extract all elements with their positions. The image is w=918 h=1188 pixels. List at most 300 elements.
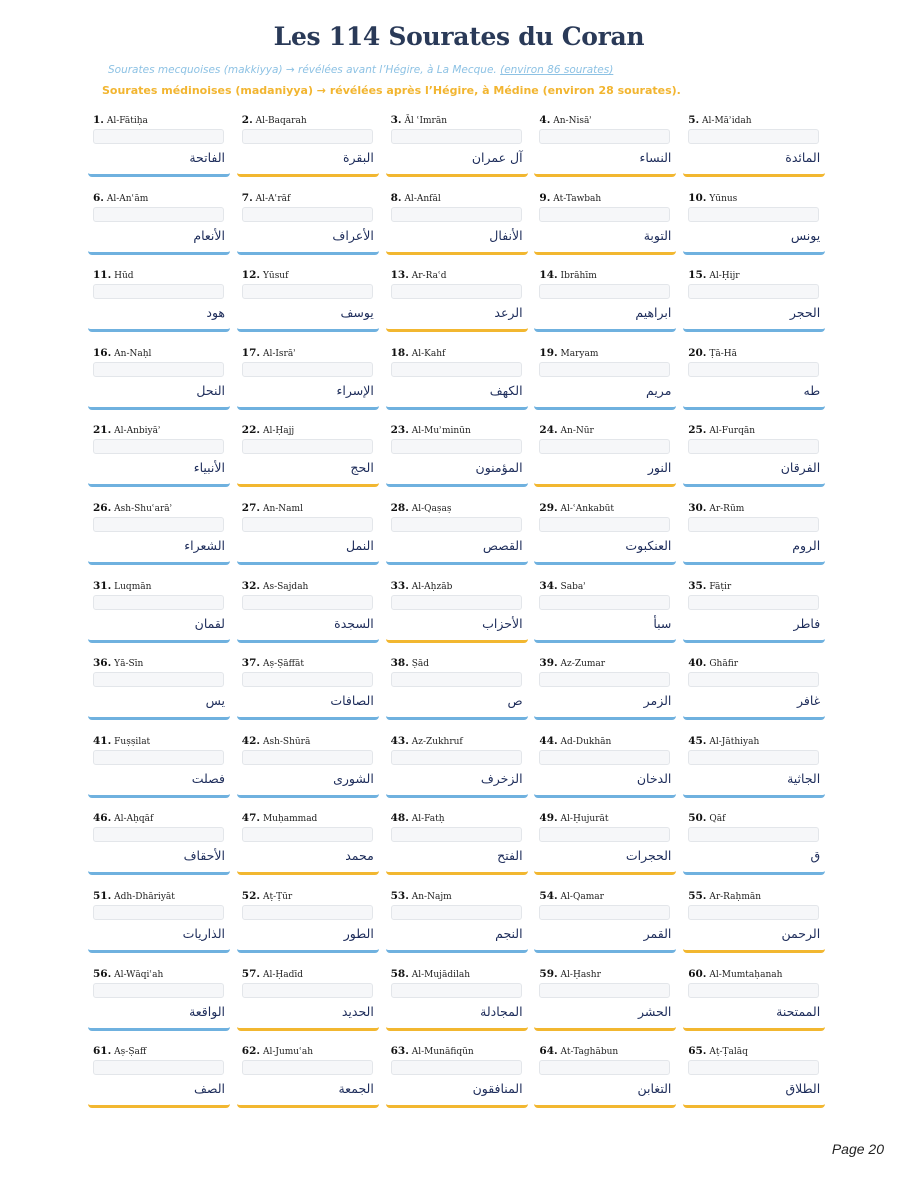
surah-card [88, 576, 230, 643]
surah-arabic-name: الحشر [637, 1003, 672, 1019]
surah-arabic-name: فاطر [793, 615, 821, 631]
answer-field[interactable] [391, 983, 522, 998]
answer-field[interactable] [242, 595, 373, 610]
surah-transliteration: Ṣād [411, 659, 430, 670]
surah-number: 63. [390, 1045, 409, 1058]
surah-card [683, 886, 825, 953]
answer-field[interactable] [93, 439, 224, 454]
surah-number: 45. [688, 734, 707, 747]
surah-arabic-name: الأحقاف [183, 848, 225, 864]
surah-arabic-name: الحديد [341, 1003, 374, 1019]
surah-number: 54. [539, 890, 558, 902]
surah-transliteration: An-Naḥl [114, 348, 152, 359]
answer-field[interactable] [242, 207, 373, 222]
surah-arabic-name: الصافات [330, 693, 374, 709]
surah-card [386, 343, 528, 410]
surah-transliteration: Al-Kahf [411, 348, 446, 359]
answer-field[interactable] [688, 362, 819, 377]
surah-transliteration: Al-Fātiḥa [106, 116, 148, 126]
answer-field[interactable] [93, 983, 224, 998]
surah-transliteration: At-Tawbah [553, 193, 602, 204]
answer-field[interactable] [539, 672, 670, 687]
surah-arabic-name: مريم [646, 382, 672, 398]
surah-card [534, 653, 676, 720]
surah-arabic-name: الأنعام [193, 227, 225, 243]
surah-transliteration: Al-Munāfiqūn [411, 1047, 474, 1058]
surah-transliteration: Luqmān [114, 581, 152, 592]
surah-transliteration: Al-Anfāl [404, 193, 441, 204]
answer-field[interactable] [93, 362, 224, 377]
surah-transliteration: Ash-Shūrā [262, 736, 311, 747]
answer-field[interactable] [242, 1060, 373, 1075]
surah-name [391, 347, 446, 359]
surah-name [391, 502, 452, 514]
surah-number: 37. [241, 657, 261, 670]
surah-card [683, 343, 825, 410]
answer-field[interactable] [539, 905, 670, 920]
surah-name [539, 424, 593, 436]
surah-transliteration: Al-Māʾidah [702, 116, 752, 126]
surah-number: 8. [390, 191, 402, 204]
surah-card [683, 110, 825, 177]
surah-number: 10. [688, 191, 707, 204]
answer-field[interactable] [391, 1060, 522, 1075]
surah-number: 3. [390, 114, 402, 126]
surah-card [386, 964, 528, 1031]
surah-transliteration: Al-Qaṣaṣ [411, 504, 452, 514]
surah-card [534, 964, 676, 1031]
answer-field[interactable] [391, 750, 522, 765]
surah-number: 44. [539, 734, 558, 747]
surah-transliteration: Yūsuf [262, 271, 289, 282]
surah-arabic-name: الرحمن [781, 926, 821, 941]
surah-number: 23. [390, 424, 409, 437]
surah-arabic-name: الحج [350, 460, 374, 476]
surah-number: 65. [688, 1045, 707, 1058]
surah-card [237, 731, 379, 798]
answer-field[interactable] [688, 517, 819, 532]
surah-card [534, 110, 676, 177]
surah-transliteration: Al-Mumtaḥanah [709, 969, 783, 980]
surah-card [683, 420, 825, 487]
surah-transliteration: Al-Anbiyāʾ [114, 426, 161, 437]
surah-number: 50. [688, 812, 707, 825]
answer-field[interactable] [391, 284, 522, 299]
surah-card [683, 265, 825, 332]
surah-number: 31. [93, 579, 112, 592]
surah-card [683, 1041, 825, 1108]
surah-transliteration: Al-Isrāʾ [262, 348, 296, 359]
answer-field[interactable] [242, 983, 373, 998]
surah-card [237, 110, 379, 177]
answer-field[interactable] [539, 517, 670, 532]
surah-arabic-name: الطلاق [785, 1081, 821, 1097]
surah-number: 53. [390, 890, 409, 902]
answer-field[interactable] [93, 672, 224, 687]
surah-arabic-name: الجاثية [787, 770, 821, 786]
answer-field[interactable] [539, 129, 670, 144]
answer-field[interactable] [539, 439, 670, 454]
answer-field[interactable] [539, 595, 670, 610]
surah-arabic-name: الطور [343, 926, 374, 941]
surah-transliteration: Muḥammad [262, 814, 318, 825]
surah-transliteration: Ghāfir [709, 659, 739, 670]
surah-name [391, 968, 470, 980]
surah-card [683, 498, 825, 565]
surah-name [539, 269, 596, 281]
surah-transliteration: Al-Muʾminūn [411, 426, 471, 437]
surah-card [88, 1041, 230, 1108]
surah-arabic-name: الجمعة [338, 1081, 374, 1097]
surah-name [539, 192, 601, 204]
surah-card [237, 886, 379, 953]
answer-field[interactable] [391, 207, 522, 222]
legend-meccan-text: Sourates mecquoises (makkiyya) → révélées avant l’Hégire, à La Mecque. [108, 64, 501, 76]
surah-transliteration: Al-Aʿrāf [255, 193, 291, 204]
surah-card [683, 653, 825, 720]
surah-arabic-name: الأنبياء [193, 460, 225, 476]
surah-transliteration: Al-Jāthiyah [709, 736, 760, 747]
surah-name [93, 424, 161, 436]
surah-transliteration: Al-Ḥashr [560, 969, 601, 980]
answer-field[interactable] [242, 672, 373, 687]
surah-card [534, 420, 676, 487]
surah-name [688, 192, 737, 204]
answer-field[interactable] [688, 207, 819, 222]
surah-number: 4. [539, 114, 551, 126]
answer-field[interactable] [688, 750, 819, 765]
surah-transliteration: Al-ʿAnkabūt [560, 504, 615, 514]
surah-number: 16. [93, 346, 112, 359]
answer-field[interactable] [688, 439, 819, 454]
surah-transliteration: Al-Aḥqāf [114, 814, 154, 825]
surah-arabic-name: البقرة [342, 150, 374, 165]
answer-field[interactable] [688, 827, 819, 842]
surah-card [386, 188, 528, 255]
surah-transliteration: Al-Furqān [709, 426, 756, 437]
answer-field[interactable] [93, 750, 224, 765]
surah-name [539, 347, 598, 359]
surah-card [534, 808, 676, 875]
answer-field[interactable] [391, 129, 522, 144]
surah-arabic-name: النجم [495, 926, 523, 941]
surah-number: 6. [93, 191, 104, 204]
surah-name [391, 114, 447, 126]
surah-number: 59. [539, 967, 558, 980]
surah-name [391, 580, 453, 592]
surah-card [683, 576, 825, 643]
answer-field[interactable] [688, 983, 819, 998]
surah-card [386, 576, 528, 643]
answer-field[interactable] [539, 983, 670, 998]
surah-name [391, 890, 452, 902]
surah-transliteration: Al-Ḥadīd [262, 969, 303, 980]
surah-arabic-name: التوبة [643, 227, 672, 243]
surah-card [386, 110, 528, 177]
answer-field[interactable] [93, 905, 224, 920]
surah-number: 33. [390, 579, 409, 592]
surah-card [386, 886, 528, 953]
surah-number: 18. [390, 346, 409, 359]
surah-name [242, 192, 291, 204]
surah-card [534, 188, 676, 255]
surah-arabic-name: النحل [196, 382, 225, 398]
surah-arabic-name: آل عمران [471, 150, 523, 165]
answer-field[interactable] [242, 750, 373, 765]
surah-name [93, 580, 151, 592]
answer-field[interactable] [93, 1060, 224, 1075]
answer-field[interactable] [539, 284, 670, 299]
surah-number: 27. [241, 502, 261, 514]
answer-field[interactable] [93, 207, 224, 222]
surah-card [386, 731, 528, 798]
surah-arabic-name: الأعراف [332, 227, 374, 243]
surah-card [88, 343, 230, 410]
surah-number: 62. [241, 1045, 261, 1058]
answer-field[interactable] [242, 905, 373, 920]
answer-field[interactable] [539, 827, 670, 842]
surah-number: 14. [539, 269, 558, 282]
surah-card [386, 653, 528, 720]
surah-arabic-name: النور [647, 460, 672, 476]
surah-arabic-name: يونس [790, 227, 821, 243]
surah-name [242, 657, 304, 669]
surah-name [539, 580, 586, 592]
surah-name [539, 1045, 618, 1057]
answer-field[interactable] [539, 207, 670, 222]
surah-transliteration: Sabaʾ [560, 581, 586, 592]
surah-number: 60. [688, 967, 707, 980]
answer-field[interactable] [539, 1060, 670, 1075]
surah-name [93, 269, 134, 281]
surah-arabic-name: الفرقان [780, 460, 821, 476]
surah-number: 24. [539, 424, 558, 437]
surah-name [688, 269, 739, 281]
surah-transliteration: Fuṣṣilat [114, 736, 151, 747]
answer-field[interactable] [242, 284, 373, 299]
surah-arabic-name: لقمان [194, 615, 225, 631]
surah-number: 5. [688, 114, 700, 126]
surah-number: 46. [93, 812, 112, 825]
surah-arabic-name: الزمر [643, 693, 672, 709]
surah-transliteration: As-Sajdah [262, 581, 309, 592]
surah-card [88, 265, 230, 332]
surah-arabic-name: المنافقون [472, 1081, 523, 1097]
surah-transliteration: Al-Ḥujurāt [560, 814, 609, 825]
surah-name [539, 890, 604, 902]
surah-transliteration: Ad-Dukhān [560, 736, 612, 747]
surah-arabic-name: التغابن [637, 1081, 672, 1097]
surah-name [539, 968, 601, 980]
surah-card [237, 576, 379, 643]
surah-transliteration: Maryam [560, 348, 599, 359]
surah-name [93, 735, 150, 747]
surah-arabic-name: الممتحنة [776, 1003, 821, 1019]
surah-card [534, 886, 676, 953]
surah-number: 7. [241, 191, 253, 204]
answer-field[interactable] [688, 1060, 819, 1075]
surah-card [88, 964, 230, 1031]
surah-arabic-name: المجادلة [480, 1003, 523, 1019]
answer-field[interactable] [391, 672, 522, 687]
surah-transliteration: An-Naml [262, 504, 303, 514]
surah-transliteration: Adh-Dhāriyāt [114, 892, 175, 902]
surah-arabic-name: الشعراء [184, 538, 225, 553]
surah-number: 47. [241, 812, 261, 825]
surah-number: 56. [93, 967, 112, 980]
surah-card [237, 188, 379, 255]
answer-field[interactable] [688, 905, 819, 920]
answer-field[interactable] [688, 129, 819, 144]
surah-name [539, 812, 608, 824]
surah-name [539, 502, 614, 514]
surah-name [391, 424, 471, 436]
surah-card [683, 731, 825, 798]
answer-field[interactable] [93, 284, 224, 299]
surah-card [534, 498, 676, 565]
surah-arabic-name: المائدة [785, 150, 821, 165]
surah-number: 49. [539, 812, 558, 825]
answer-field[interactable] [93, 827, 224, 842]
surah-transliteration: Ash-Shuʿarāʾ [114, 504, 173, 514]
answer-field[interactable] [391, 362, 522, 377]
legend-meccan [108, 64, 613, 76]
surah-arabic-name: الفاتحة [189, 150, 225, 165]
surah-transliteration: An-Nisāʾ [553, 116, 593, 126]
answer-field[interactable] [242, 129, 373, 144]
surah-name [391, 1045, 474, 1057]
surah-transliteration: Aṭ-Ṭūr [262, 892, 293, 902]
answer-field[interactable] [93, 595, 224, 610]
answer-field[interactable] [391, 595, 522, 610]
surah-arabic-name: الصف [193, 1081, 225, 1097]
surah-name [93, 657, 143, 669]
answer-field[interactable] [93, 517, 224, 532]
surah-name [93, 192, 148, 204]
surah-card [237, 498, 379, 565]
surah-arabic-name: الزخرف [480, 770, 523, 786]
answer-field[interactable] [242, 362, 373, 377]
surah-name [242, 968, 303, 980]
surah-name [242, 1045, 313, 1057]
surah-arabic-name: النمل [346, 538, 374, 553]
surah-arabic-name: ق [810, 848, 821, 864]
surah-card [237, 1041, 379, 1108]
answer-field[interactable] [688, 595, 819, 610]
surah-transliteration: Fāṭir [709, 581, 732, 592]
surah-arabic-name: المؤمنون [475, 460, 523, 476]
surah-card [386, 498, 528, 565]
surah-number: 19. [539, 346, 558, 359]
page-number: Page 20 [831, 1141, 884, 1157]
surah-number: 29. [539, 502, 558, 514]
surah-arabic-name: الروم [792, 538, 821, 553]
surah-name [688, 812, 725, 824]
surah-card [88, 188, 230, 255]
surah-arabic-name: غافر [796, 693, 821, 709]
surah-arabic-name: الرعد [494, 305, 523, 321]
surah-arabic-name: النساء [639, 150, 672, 165]
surah-name [539, 735, 611, 747]
surah-transliteration: Ibrāhīm [560, 271, 597, 282]
surah-card [88, 808, 230, 875]
surah-name [688, 1045, 748, 1057]
surah-card [534, 265, 676, 332]
surah-arabic-name: ص [507, 693, 523, 709]
surah-transliteration: Āl ʿImrān [404, 116, 447, 126]
surah-arabic-name: يس [205, 693, 225, 709]
surah-name [93, 502, 172, 514]
surah-number: 64. [539, 1045, 558, 1058]
surah-name [242, 890, 292, 902]
surah-name [688, 735, 759, 747]
surah-arabic-name: الفتح [497, 848, 523, 864]
surah-arabic-name: الواقعة [189, 1003, 225, 1019]
surah-number: 11. [93, 269, 112, 282]
surah-number: 57. [241, 967, 261, 980]
surah-name [93, 1045, 146, 1057]
answer-field[interactable] [688, 672, 819, 687]
surah-arabic-name: محمد [345, 848, 374, 864]
answer-field[interactable] [242, 517, 373, 532]
surah-number: 35. [688, 579, 707, 592]
answer-field[interactable] [242, 439, 373, 454]
surah-arabic-name: يوسف [340, 305, 374, 321]
surah-number: 28. [390, 502, 409, 514]
answer-field[interactable] [688, 284, 819, 299]
answer-field[interactable] [391, 439, 522, 454]
surah-card [683, 808, 825, 875]
surah-card [534, 731, 676, 798]
answer-field[interactable] [93, 129, 224, 144]
answer-field[interactable] [539, 362, 670, 377]
answer-field[interactable] [391, 517, 522, 532]
surah-name [688, 502, 744, 514]
surah-number: 20. [688, 346, 707, 359]
surah-name [93, 890, 175, 902]
surah-number: 55. [688, 890, 707, 902]
legend-medinan: Sourates médinoises (madaniyya) → révélées après l’Hégire, à Médine (environ 28 sourates). [102, 84, 681, 97]
surah-transliteration: Yā-Sīn [114, 659, 144, 670]
surah-transliteration: An-Najm [411, 892, 452, 902]
surah-card [534, 576, 676, 643]
answer-field[interactable] [242, 827, 373, 842]
surah-name [391, 735, 463, 747]
surah-card [237, 964, 379, 1031]
surah-transliteration: Al-Jumuʿah [262, 1047, 314, 1058]
surah-arabic-name: طه [803, 382, 821, 398]
surah-card [534, 343, 676, 410]
answer-field[interactable] [391, 905, 522, 920]
surah-transliteration: Al-Anʿām [106, 193, 149, 204]
surah-transliteration: Yūnus [709, 193, 738, 204]
surah-arabic-name: العنكبوت [625, 538, 672, 553]
surah-number: 43. [390, 734, 409, 747]
surah-number: 25. [688, 424, 707, 437]
surah-name [391, 192, 441, 204]
surah-card [237, 653, 379, 720]
answer-field[interactable] [539, 750, 670, 765]
surah-arabic-name: الأنفال [489, 227, 523, 243]
surah-arabic-name: الدخان [636, 770, 672, 786]
surah-transliteration: Al-Baqarah [255, 116, 307, 126]
answer-field[interactable] [391, 827, 522, 842]
surah-name [242, 114, 307, 126]
surah-transliteration: Al-Wāqiʿah [114, 969, 164, 980]
legend-meccan-count: (environ 86 sourates) [500, 64, 614, 76]
surah-number: 58. [390, 967, 409, 980]
surah-transliteration: Qāf [709, 814, 726, 825]
